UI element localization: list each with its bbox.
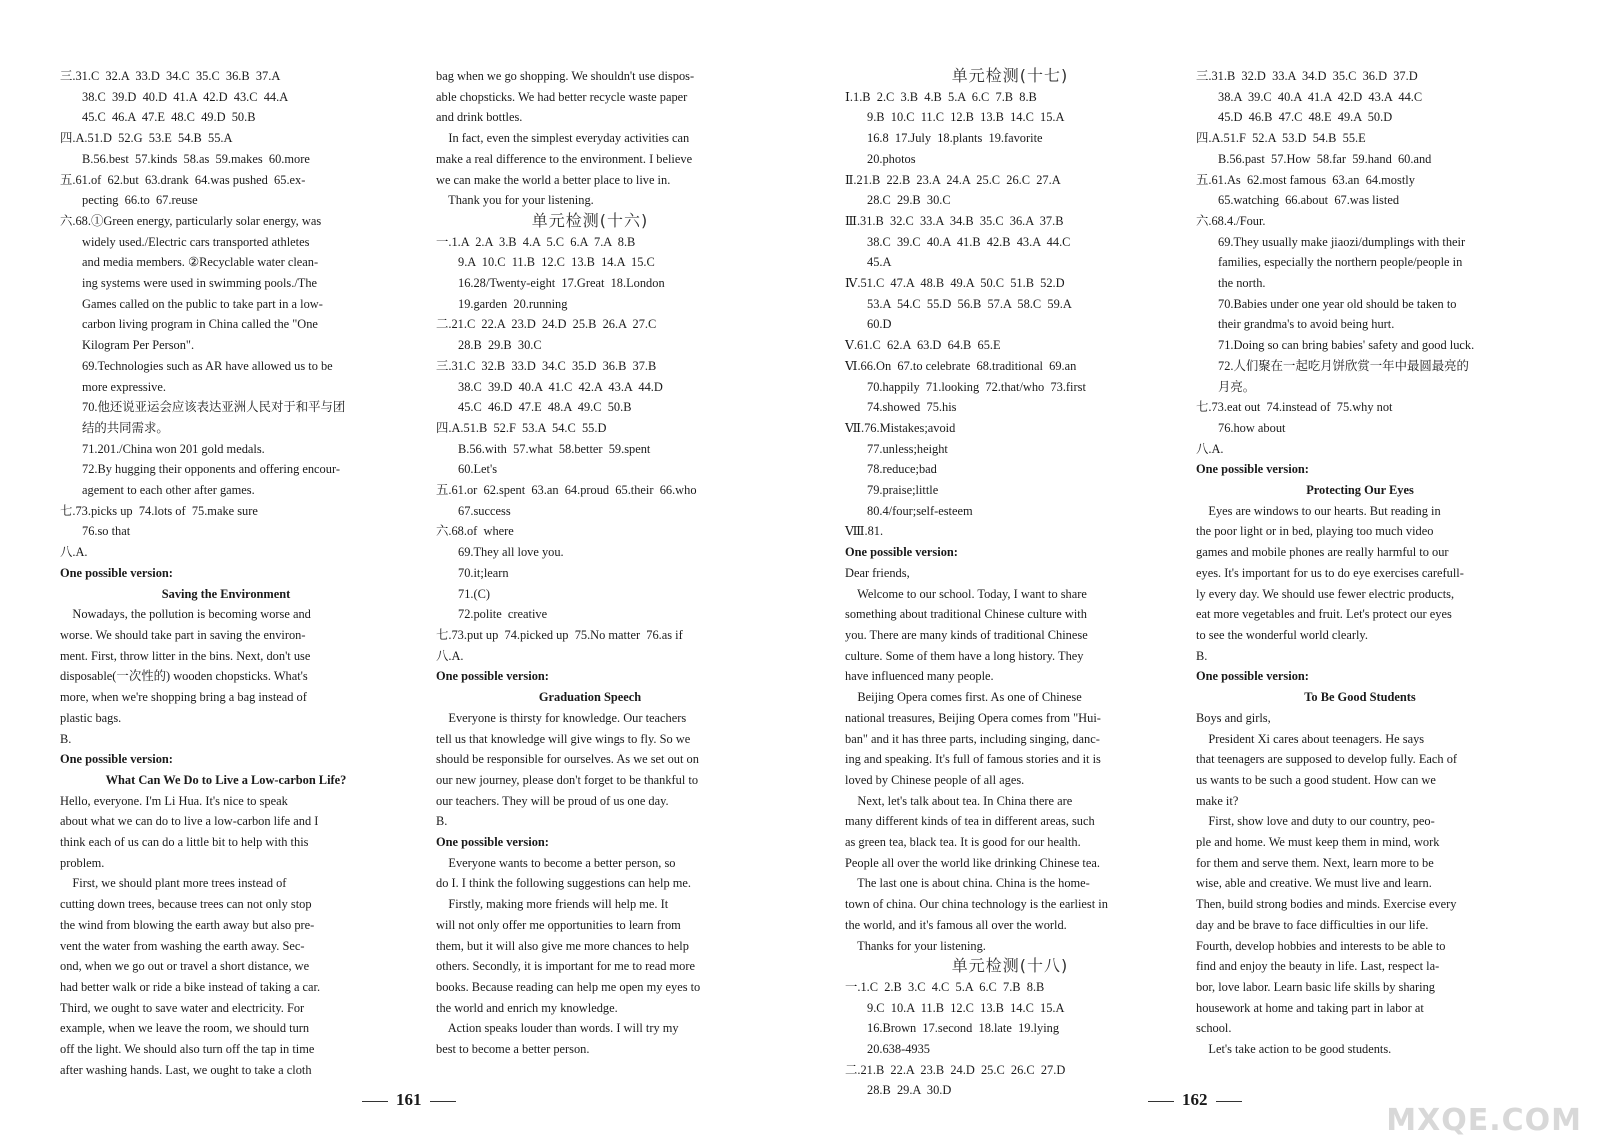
answer-line: 67.success xyxy=(458,503,511,518)
answer-line: after washing hands. Last, we ought to take a cloth xyxy=(60,1062,312,1077)
answer-line: make it? xyxy=(1196,793,1239,808)
answer-line: 45.D 46.B 47.C 48.E 49.A 50.D xyxy=(1218,110,1393,125)
answer-line: 71.(C) xyxy=(458,586,491,601)
answer-line: People all over the world like drinking Chinese tea. xyxy=(845,855,1100,870)
answer-line: The last one is about china. China is the home- xyxy=(845,876,1090,891)
answer-line: Nowadays, the pollution is becoming worse and xyxy=(60,607,311,622)
answer-line: ment. First, throw litter in the bins. Next, don't use xyxy=(60,648,311,663)
answer-line: Games called on the public to take part in a low- xyxy=(82,296,323,311)
answer-line: culture. Some of them have a long history. They xyxy=(845,648,1084,663)
answer-line: families, especially the northern people/people in xyxy=(1218,255,1463,270)
answer-line: ban" and it has three parts, including singing, danc- xyxy=(845,731,1100,746)
answer-line: for them and serve them. Next, learn more to be xyxy=(1196,855,1434,870)
answer-line: B. xyxy=(1196,648,1208,663)
answer-line: 八.A. xyxy=(60,545,88,560)
answer-line: 五.61.of 62.but 63.drank 64.was pushed 65.ex- xyxy=(60,172,306,187)
answer-line: 65.watching 66.about 67.was listed xyxy=(1218,193,1400,208)
answer-line: make a real difference to the environment. I believe xyxy=(436,151,693,166)
answer-line: B. xyxy=(60,731,72,746)
answer-line: Eyes are windows to our hearts. But reading in xyxy=(1196,503,1441,518)
answer-line: 45.C 46.A 47.E 48.C 49.D 50.B xyxy=(82,110,256,125)
answer-line: off the light. We should also turn off the tap in time xyxy=(60,1042,315,1057)
answer-line: 38.A 39.C 40.A 41.A 42.D 43.A 44.C xyxy=(1218,89,1423,104)
answer-line: First, we should plant more trees instead of xyxy=(60,876,287,891)
answer-line: One possible version: xyxy=(436,835,549,850)
answer-line: many different kinds of tea in different areas, such xyxy=(845,814,1095,829)
answer-line: 72.polite creative xyxy=(458,607,548,622)
answer-line: more expressive. xyxy=(82,379,166,394)
answer-line: eat more vegetables and fruit. Let's protect our eyes xyxy=(1196,607,1452,622)
answer-line: 60.Let's xyxy=(458,462,498,477)
answer-line: 三.31.B 32.D 33.A 34.D 35.C 36.D 37.D xyxy=(1196,69,1418,83)
answer-line: Firstly, making more friends will help me. It xyxy=(436,897,669,912)
answer-line: One possible version: xyxy=(436,669,549,684)
answer-line: 五.61.or 62.spent 63.an 64.proud 65.their 66.who xyxy=(436,483,697,498)
answer-line: 四.A.51.F 52.A 53.D 54.B 55.E xyxy=(1196,131,1366,146)
answer-line: Third, we ought to save water and electricity. For xyxy=(60,1000,305,1015)
answer-line: 六.68.①Green energy, particularly solar energy, was xyxy=(60,213,322,228)
answer-line: One possible version: xyxy=(1196,669,1309,684)
answer-line: Fourth, develop hobbies and interests to be able to xyxy=(1196,938,1446,953)
answer-line: Thank you for your listening. xyxy=(436,193,594,208)
answer-line: 79.praise;little xyxy=(867,483,939,498)
answer-line: Let's take action to be good students. xyxy=(1196,1042,1392,1057)
answer-line: 16.28/Twenty-eight 17.Great 18.London xyxy=(458,276,665,291)
answer-line: 53.A 54.C 55.D 56.B 57.A 58.C 59.A xyxy=(867,296,1072,311)
answer-line: wise, able and creative. We must live and learn. xyxy=(1196,876,1432,891)
answer-line: worse. We should take part in saving the environ- xyxy=(60,627,306,642)
page-number-right: 162 xyxy=(1140,1090,1250,1110)
answer-line: Ⅱ.21.B 22.B 23.A 24.A 25.C 26.C 27.A xyxy=(845,172,1061,187)
answer-line: 五.61.As 62.most famous 63.an 64.mostly xyxy=(1196,172,1415,187)
answer-line: 20.photos xyxy=(867,151,916,166)
answer-line: that teenagers are supposed to develop fully. Each of xyxy=(1196,752,1458,767)
column-3 xyxy=(845,66,1175,1101)
answer-line: B.56.past 57.How 58.far 59.hand 60.and xyxy=(1218,151,1432,166)
answer-line: 80.4/four;self-esteem xyxy=(867,503,973,518)
answer-line: and drink bottles. xyxy=(436,110,523,125)
answer-line: In fact, even the simplest everyday activities can xyxy=(436,131,690,146)
answer-line: ing systems were used in swimming pools./The xyxy=(82,276,318,291)
answer-line: town of china. Our china technology is the earliest in xyxy=(845,897,1108,912)
answer-line: 七.73.picks up 74.lots of 75.make sure xyxy=(60,503,258,518)
answer-line: 69.They all love you. xyxy=(458,545,564,560)
answer-line: Ⅲ.31.B 32.C 33.A 34.B 35.C 36.A 37.B xyxy=(845,213,1064,228)
column-4 xyxy=(1196,66,1524,1060)
answer-line: First, show love and duty to our country, peo- xyxy=(1196,814,1435,829)
answer-line: 70.他还说亚运会应该表达亚洲人民对于和平与团 xyxy=(82,400,346,415)
answer-line: them, but it will also give me more chances to help xyxy=(436,938,689,953)
answer-line: tell us that knowledge will give wings to fly. So we xyxy=(436,731,691,746)
answer-line: Ⅶ.76.Mistakes;avoid xyxy=(845,420,956,435)
essay-title: Graduation Speech xyxy=(538,690,642,705)
answer-line: agement to each other after games. xyxy=(82,483,255,498)
answer-line: 月亮。 xyxy=(1218,379,1256,394)
answer-line: 二.21.B 22.A 23.B 24.D 25.C 26.C 27.D xyxy=(845,1062,1066,1077)
answer-line: 19.garden 20.running xyxy=(458,296,568,311)
watermark-logo: MXQE.COM xyxy=(1386,1103,1582,1138)
answer-line: ly every day. We should use fewer electric products, xyxy=(1196,586,1455,601)
answer-line: 72.人们聚在一起吃月饼欣赏一年中最圆最亮的 xyxy=(1218,358,1469,373)
answer-line: housework at home and taking part in labor at xyxy=(1196,1000,1424,1015)
answer-line: 16.8 17.July 18.plants 19.favorite xyxy=(867,131,1043,146)
column-1 xyxy=(60,66,392,1080)
answer-line: 72.By hugging their opponents and offering encour- xyxy=(82,462,340,477)
answer-line: carbon living program in China called the "One xyxy=(82,317,318,332)
answer-line: disposable(一次性的) wooden chopsticks. What's xyxy=(60,669,308,684)
answer-line: Ⅵ.66.On 67.to celebrate 68.traditional 69.an xyxy=(845,358,1077,373)
answer-line: 9.C 10.A 11.B 12.C 13.B 14.C 15.A xyxy=(867,1000,1065,1015)
answer-line: 9.A 10.C 11.B 12.C 13.B 14.A 15.C xyxy=(458,255,655,270)
answer-line: 一.1.A 2.A 3.B 4.A 5.C 6.A 7.A 8.B xyxy=(436,234,636,249)
answer-line: 69.Technologies such as AR have allowed us to be xyxy=(82,358,333,373)
answer-line: Ⅷ.81. xyxy=(845,524,884,539)
section-heading: 单元检测(十六) xyxy=(531,210,649,230)
answer-line: Beijing Opera comes first. As one of Chinese xyxy=(845,690,1082,705)
answer-line: 45.A xyxy=(867,255,892,270)
answer-line: 七.73.eat out 74.instead of 75.why not xyxy=(1196,400,1393,415)
answer-line: widely used./Electric cars transported athletes xyxy=(82,234,310,249)
answer-line: the world, and it's famous all over the world. xyxy=(845,917,1067,932)
answer-line: 七.73.put up 74.picked up 75.No matter 76.as if xyxy=(436,627,683,642)
answer-line: have influenced many people. xyxy=(845,669,994,684)
answer-line: had better walk or ride a bike instead of taking a car. xyxy=(60,979,321,994)
answer-line: 八.A. xyxy=(436,648,464,663)
answer-line: Ⅴ.61.C 62.A 63.D 64.B 65.E xyxy=(845,338,1001,353)
answer-line: school. xyxy=(1196,1021,1232,1036)
answer-line: the world and enrich my knowledge. xyxy=(436,1000,618,1015)
essay-title: What Can We Do to Live a Low-carbon Life? xyxy=(105,772,347,787)
answer-line: 74.showed 75.his xyxy=(867,400,957,415)
section-heading: 单元检测(十七) xyxy=(951,66,1069,85)
answer-line: we can make the world a better place to live in. xyxy=(436,172,671,187)
answer-line: 70.Babies under one year old should be taken to xyxy=(1218,296,1457,311)
answer-line: will not only offer me opportunities to learn from xyxy=(436,917,681,932)
answer-line: our teachers. They will be proud of us one day. xyxy=(436,793,669,808)
answer-line: 69.They usually make jiaozi/dumplings with their xyxy=(1218,234,1466,249)
answer-line: Dear friends, xyxy=(845,565,910,580)
answer-line: One possible version: xyxy=(1196,462,1309,477)
answer-line: 四.A.51.B 52.F 53.A 54.C 55.D xyxy=(436,420,607,435)
answer-line: best to become a better person. xyxy=(436,1042,590,1057)
answer-line: eyes. It's important for us to do eye exercises carefull- xyxy=(1196,565,1464,580)
answer-line: One possible version: xyxy=(60,565,173,580)
answer-line: 9.B 10.C 11.C 12.B 13.B 14.C 15.A xyxy=(867,110,1065,125)
answer-line: the wind from blowing the earth away but also pre- xyxy=(60,917,315,932)
answer-line: about what we can do to live a low-carbon life and I xyxy=(60,814,319,829)
answer-line: 78.reduce;bad xyxy=(867,462,937,477)
answer-line: games and mobile phones are really harmful to our xyxy=(1196,545,1449,560)
answer-line: more, when we're shopping bring a bag instead of xyxy=(60,690,307,705)
answer-line: 六.68.4./Four. xyxy=(1196,213,1266,228)
answer-line: our new journey, please don't forget to be thankful to xyxy=(436,772,699,787)
answer-line: find and enjoy the beauty in life. Last, respect la- xyxy=(1196,959,1440,974)
answer-line: One possible version: xyxy=(845,545,958,560)
answer-line: 三.31.C 32.B 33.D 34.C 35.D 36.B 37.B xyxy=(436,358,657,373)
answer-line: problem. xyxy=(60,855,105,870)
answer-line: 16.Brown 17.second 18.late 19.lying xyxy=(867,1021,1060,1036)
answer-line: 76.so that xyxy=(82,524,131,539)
answer-line: Everyone wants to become a better person, so xyxy=(436,855,676,870)
section-heading: 单元检测(十八) xyxy=(951,956,1069,976)
answer-line: Action speaks louder than words. I will try my xyxy=(436,1021,679,1036)
answer-line: 77.unless;height xyxy=(867,441,948,456)
answer-line: 70.happily 71.looking 72.that/who 73.first xyxy=(867,379,1086,394)
answer-line: vent the water from washing the earth away. Sec- xyxy=(60,938,305,953)
answer-line: Ⅳ.51.C 47.A 48.B 49.A 50.C 51.B 52.D xyxy=(845,276,1065,291)
answer-line: the poor light or in bed, playing too much video xyxy=(1196,524,1434,539)
answer-line: 二.21.C 22.A 23.D 24.D 25.B 26.A 27.C xyxy=(436,317,657,332)
answer-line: should be responsible for ourselves. As we set out on xyxy=(436,752,699,767)
answer-line: national treasures, Beijing Opera comes from "Hui- xyxy=(845,710,1101,725)
answer-line: you. There are many kinds of traditional Chinese xyxy=(845,627,1088,642)
answer-line: 三.31.C 32.A 33.D 34.C 35.C 36.B 37.A xyxy=(60,69,281,83)
essay-title: Saving the Environment xyxy=(161,586,291,601)
answer-line: B. xyxy=(436,814,448,829)
answer-line: 70.it;learn xyxy=(458,565,509,580)
answer-line: others. Secondly, it is important for me to read more xyxy=(436,959,695,974)
page-number-left: 161 xyxy=(354,1090,464,1110)
answer-line: their grandma's to avoid being hurt. xyxy=(1218,317,1395,332)
answer-line: 八.A. xyxy=(1196,441,1224,456)
answer-line: Kilogram Per Person". xyxy=(82,338,195,353)
answer-line: 38.C 39.D 40.D 41.A 42.D 43.C 44.A xyxy=(82,89,289,104)
answer-line: cutting down trees, because trees can not only stop xyxy=(60,897,312,912)
answer-line: 20.638-4935 xyxy=(867,1042,930,1057)
answer-line: 28.C 29.B 30.C xyxy=(867,193,951,208)
answer-line: 45.C 46.D 47.E 48.A 49.C 50.B xyxy=(458,400,632,415)
answer-line: 结的共同需求。 xyxy=(82,420,169,435)
answer-line: 一.1.C 2.B 3.C 4.C 5.A 6.C 7.B 8.B xyxy=(845,979,1045,994)
answer-line: 38.C 39.C 40.A 41.B 42.B 43.A 44.C xyxy=(867,234,1071,249)
answer-line: pecting 66.to 67.reuse xyxy=(82,193,198,208)
answer-line: to see the wonderful world clearly. xyxy=(1196,627,1368,642)
answer-line: 28.B 29.A 30.D xyxy=(867,1083,952,1098)
answer-line: Next, let's talk about tea. In China there are xyxy=(845,793,1073,808)
answer-line: Welcome to our school. Today, I want to share xyxy=(845,586,1087,601)
answer-line: books. Because reading can help me open my eyes to xyxy=(436,979,701,994)
answer-line: plastic bags. xyxy=(60,710,122,725)
answer-line: 38.C 39.D 40.A 41.C 42.A 43.A 44.D xyxy=(458,379,663,394)
answer-line: 60.D xyxy=(867,317,892,332)
answer-line: 六.68.of where xyxy=(436,524,514,539)
answer-line: ond, when we go out or travel a short distance, we xyxy=(60,959,310,974)
answer-line: B.56.best 57.kinds 58.as 59.makes 60.more xyxy=(82,151,310,166)
answer-line: loved by Chinese people of all ages. xyxy=(845,772,1025,787)
answer-line: Ⅰ.1.B 2.C 3.B 4.B 5.A 6.C 7.B 8.B xyxy=(845,89,1037,104)
answer-line: able chopsticks. We had better recycle waste paper xyxy=(436,89,688,104)
essay-title: To Be Good Students xyxy=(1304,690,1416,705)
answer-line: Thanks for your listening. xyxy=(845,938,986,953)
answer-line: day and be brave to face difficulties in our life. xyxy=(1196,917,1429,932)
answer-line: 28.B 29.B 30.C xyxy=(458,338,542,353)
answer-line: think each of us can do a little bit to help with this xyxy=(60,835,309,850)
answer-line: Hello, everyone. I'm Li Hua. It's nice to speak xyxy=(60,793,288,808)
answer-line: bag when we go shopping. We shouldn't use dispos- xyxy=(436,69,695,83)
answer-line: 71.Doing so can bring babies' safety and good luck. xyxy=(1218,338,1475,353)
answer-line: Then, build strong bodies and minds. Exercise every xyxy=(1196,897,1457,912)
answer-line: 76.how about xyxy=(1218,420,1286,435)
answer-line: example, when we leave the room, we should turn xyxy=(60,1021,310,1036)
answer-line: bor, love labor. Learn basic life skills by sharing xyxy=(1196,979,1435,994)
answer-line: B.56.with 57.what 58.better 59.spent xyxy=(458,441,651,456)
answer-line: One possible version: xyxy=(60,752,173,767)
answer-line: Everyone is thirsty for knowledge. Our teachers xyxy=(436,710,687,725)
answer-line: us wants to be such a good student. How can we xyxy=(1196,772,1436,787)
answer-line: ing and speaking. It's full of famous stories and it is xyxy=(845,752,1101,767)
essay-title: Protecting Our Eyes xyxy=(1306,483,1414,498)
answer-line: as green tea, black tea. It is good for our health. xyxy=(845,835,1081,850)
answer-line: do I. I think the following suggestions can help me. xyxy=(436,876,692,891)
answer-line: and media members. ②Recyclable water clean- xyxy=(82,255,319,270)
answer-line: President Xi cares about teenagers. He says xyxy=(1196,731,1425,746)
answer-line: 71.201./China won 201 gold medals. xyxy=(82,441,265,456)
answer-line: something about traditional Chinese culture with xyxy=(845,607,1087,622)
column-2 xyxy=(436,66,744,1060)
answer-line: 四.A.51.D 52.G 53.E 54.B 55.A xyxy=(60,131,233,146)
answer-line: the north. xyxy=(1218,276,1266,291)
answer-line: ple and home. We must keep them in mind, work xyxy=(1196,835,1440,850)
answer-line: Boys and girls, xyxy=(1196,710,1271,725)
